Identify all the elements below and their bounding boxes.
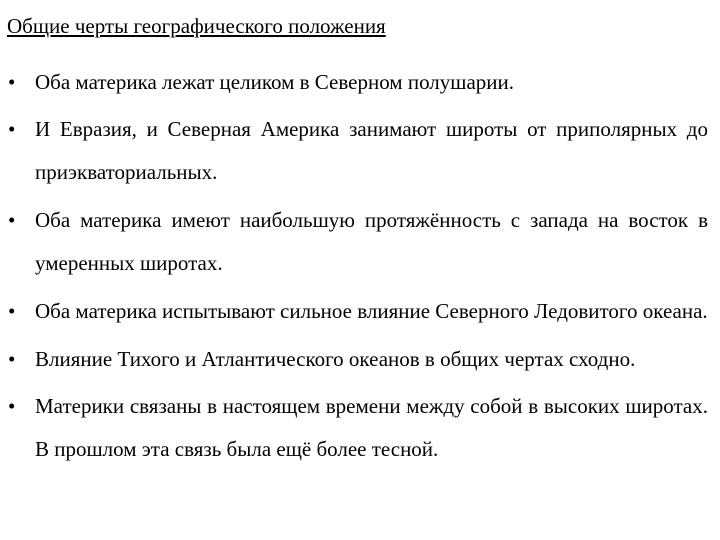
bullet-marker: • [8, 347, 16, 371]
bullet-list [0, 61, 720, 471]
bullet-item [0, 338, 720, 381]
bullet-text: Оба материка лежат целиком в Северном полушарии. [35, 70, 515, 94]
bullet-text: Влияние Тихого и Атлантического океанов в общих чертах сходно. [35, 347, 636, 371]
bullet-marker: • [8, 70, 16, 94]
bullet-marker: • [8, 394, 16, 418]
bullet-text: Оба материка имеют наибольшую протяжённость с запада на восток в умеренных широтах. [35, 208, 708, 275]
bullet-text: Оба материка испытывают сильное влияние Северного Ледовитого океана. [35, 299, 708, 323]
bullet-text: И Евразия, и Северная Америка занимают широты от приполярных до приэкваториальных. [35, 117, 708, 184]
bullet-item [0, 290, 720, 333]
bullet-item [0, 199, 720, 285]
bullet-marker: • [8, 208, 16, 232]
bullet-text: Материки связаны в настоящем времени между собой в высоких широтах. В прошлом эта связь была ещё более тесной. [35, 394, 708, 461]
bullet-item [0, 385, 720, 471]
bullet-item [0, 108, 720, 194]
slide-title: Общие черты географического положения [7, 14, 386, 38]
bullet-item [0, 61, 720, 104]
bullet-marker: • [8, 299, 16, 323]
bullet-marker: • [8, 117, 16, 141]
